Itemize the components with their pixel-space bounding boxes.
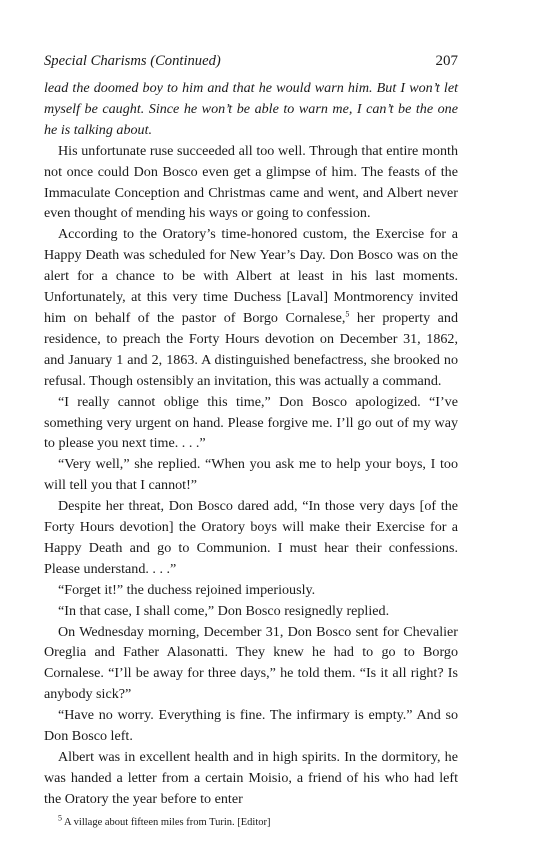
paragraph-exercise-text-before: According to the Oratory’s time-honored custom, the Exercise for a Happy Death was scheduled for New Year’s Day. Don Bosco was on the alert for a chance to be with Albert at least in his last moments. Unfortunately, at this very time Duchess [Laval] Montmorency invited him on behalf of the pastor of Borgo Cornalese, <box>44 226 458 326</box>
running-title: Special Charisms (Continued) <box>44 53 221 69</box>
paragraph-in-that-case: “In that case, I shall come,” Don Bosco resignedly replied. <box>58 602 390 619</box>
footnote-text: A village about fifteen miles from Turin. [Editor] <box>64 816 271 828</box>
paragraph-apology: “I really cannot oblige this time,” Don Bosco apologized. “I’ve something very urgent on hand. Please forgive me. I’ll go out of my way to please you next time. . . .” <box>44 393 458 452</box>
paragraph-reply: “Very well,” she replied. “When you ask me to help your boys, I too will tell you that I cannot!” <box>44 456 458 494</box>
paragraph-albert: Albert was in excellent health and in high spirits. In the dormitory, he was handed a letter from a certain Moisio, a friend of his who had left the Oratory the year before to enter <box>44 749 458 807</box>
paragraph-despite: Despite her threat, Don Bosco dared add, “In those very days [of the Forty Hours devotion] the Oratory boys will make their Exercise for a Happy Death and go to Communion. I must hear their confessions. Please understand. . . .” <box>44 498 458 577</box>
paragraph-wednesday: On Wednesday morning, December 31, Don Bosco sent for Chevalier Oreglia and Father Alasonatti. They knew he had to go to Borgo Cornalese. “I’ll be away for three days,” he told them. “Is it all right? Is anybody sick?” <box>44 623 458 703</box>
footnote-reference: 5 <box>345 309 350 319</box>
page-number: 207 <box>435 53 458 69</box>
paragraph-exercise-text-after: her property and residence, to preach the Forty Hours devotion on December 31, 1862, and January 1 and 2, 1863. A distinguished benefactress, she brooked no refusal. Though ostensibly an invitation, this was actually a command. <box>44 309 458 389</box>
paragraph-forget-it: “Forget it!” the duchess rejoined imperiously. <box>58 581 316 598</box>
paragraph-exercise <box>44 224 458 391</box>
book-page <box>44 52 458 830</box>
paragraph-ruse: His unfortunate ruse succeeded all too well. Through that entire month not once could Don Bosco even get a glimpse of him. The feasts of the Immaculate Conception and Christmas came and went, and Albert never even thought of mending his ways or going to confession. <box>44 142 458 222</box>
footnote <box>44 813 458 830</box>
footnote-mark: 5 <box>58 813 62 823</box>
running-head <box>44 52 458 70</box>
paragraph-quote-continuation: lead the doomed boy to him and that he would warn him. But I won’t let myself be caught. Since he won’t be able to warn me, I can’t be the one he is talking about. <box>44 80 458 138</box>
body-text <box>44 78 458 810</box>
paragraph-no-worry: “Have no worry. Everything is fine. The infirmary is empty.” And so Don Bosco left. <box>44 707 458 745</box>
